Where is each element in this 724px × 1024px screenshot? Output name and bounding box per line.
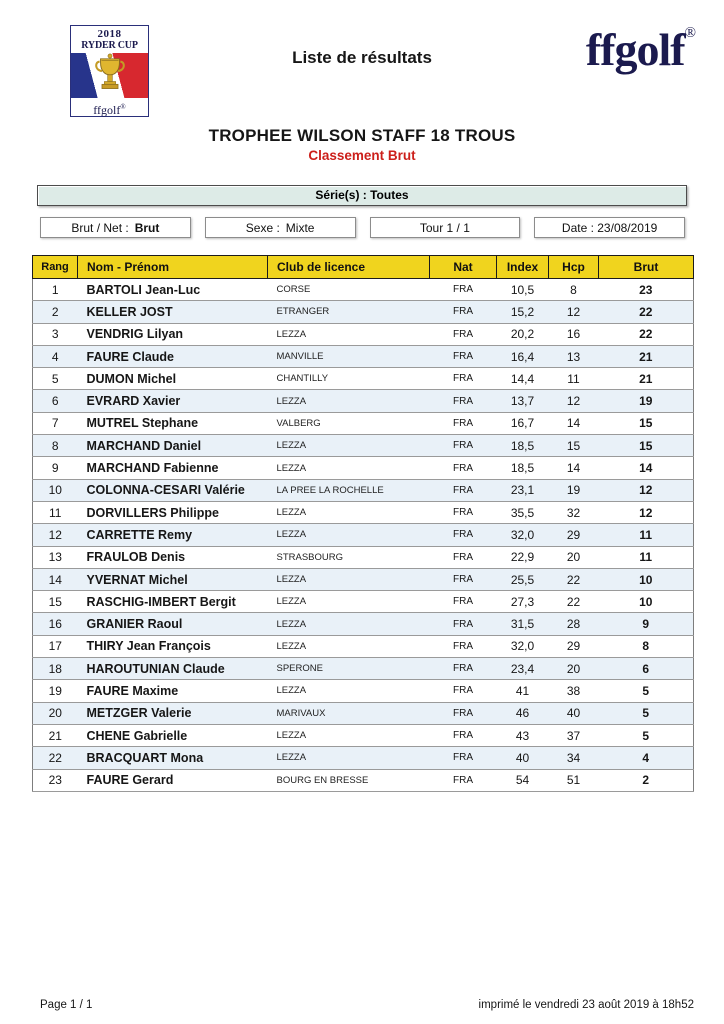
filter-tour-label: Tour 1 / 1 xyxy=(419,220,470,235)
cell-index: 16,7 xyxy=(497,412,549,434)
cell-rank: 12 xyxy=(33,524,78,546)
cell-rank: 18 xyxy=(33,658,78,680)
cell-brut: 19 xyxy=(599,390,694,412)
cell-club: LEZZA xyxy=(268,724,430,746)
cell-index: 31,5 xyxy=(497,613,549,635)
cell-club: STRASBOURG xyxy=(268,546,430,568)
cell-rank: 4 xyxy=(33,345,78,367)
cell-rank: 6 xyxy=(33,390,78,412)
filter-date-label: Date : 23/08/2019 xyxy=(561,220,658,235)
cell-hcp: 14 xyxy=(549,457,599,479)
table-row xyxy=(33,479,694,501)
cell-rank: 20 xyxy=(33,702,78,724)
cell-hcp: 12 xyxy=(549,301,599,323)
cell-nat: FRA xyxy=(430,613,497,635)
cell-hcp: 8 xyxy=(549,279,599,301)
column-header-hcp: Hcp xyxy=(549,256,599,279)
cell-club: LEZZA xyxy=(268,680,430,702)
cell-brut: 12 xyxy=(599,479,694,501)
cell-rank: 10 xyxy=(33,479,78,501)
table-row xyxy=(33,279,694,301)
rooster-registered-icon: ® xyxy=(684,25,696,41)
logo-brand xyxy=(71,98,148,116)
cell-club: LA PREE LA ROCHELLE xyxy=(268,479,430,501)
page-number: Page 1 / 1 xyxy=(40,999,93,1011)
printed-timestamp: imprimé le vendredi 23 août 2019 à 18h52 xyxy=(478,999,694,1011)
table-row xyxy=(33,769,694,791)
cell-name: CARRETTE Remy xyxy=(78,524,268,546)
cell-name: CHENE Gabrielle xyxy=(78,724,268,746)
cell-index: 43 xyxy=(497,724,549,746)
cell-nat: FRA xyxy=(430,368,497,390)
cell-index: 54 xyxy=(497,769,549,791)
cell-nat: FRA xyxy=(430,635,497,657)
cell-club: LEZZA xyxy=(268,435,430,457)
cell-rank: 22 xyxy=(33,747,78,769)
cell-hcp: 22 xyxy=(549,568,599,590)
column-header-nat: Nat xyxy=(430,256,497,279)
cell-index: 41 xyxy=(497,680,549,702)
results-table xyxy=(32,255,694,792)
cell-club: LEZZA xyxy=(268,568,430,590)
results-table-header-row xyxy=(33,256,694,279)
cell-brut: 8 xyxy=(599,635,694,657)
document-title: Liste de résultats xyxy=(292,48,432,67)
cell-club: LEZZA xyxy=(268,613,430,635)
ryder-cup-logo xyxy=(70,25,149,117)
table-row xyxy=(33,568,694,590)
cell-rank: 13 xyxy=(33,546,78,568)
cell-hcp: 11 xyxy=(549,368,599,390)
column-header-index: Index xyxy=(497,256,549,279)
logo-brand-text: ffgolf xyxy=(93,103,121,118)
cell-hcp: 15 xyxy=(549,435,599,457)
cell-nat: FRA xyxy=(430,345,497,367)
cell-nat: FRA xyxy=(430,390,497,412)
cell-nat: FRA xyxy=(430,457,497,479)
cell-hcp: 16 xyxy=(549,323,599,345)
cell-name: EVRARD Xavier xyxy=(78,390,268,412)
cell-nat: FRA xyxy=(430,546,497,568)
cell-index: 22,9 xyxy=(497,546,549,568)
cell-name: GRANIER Raoul xyxy=(78,613,268,635)
cell-rank: 2 xyxy=(33,301,78,323)
cell-nat: FRA xyxy=(430,524,497,546)
cell-hcp: 13 xyxy=(549,345,599,367)
cell-rank: 16 xyxy=(33,613,78,635)
table-row xyxy=(33,345,694,367)
ffgolf-wordmark-text: ffgolf xyxy=(585,24,685,75)
cell-nat: FRA xyxy=(430,479,497,501)
cell-nat: FRA xyxy=(430,501,497,523)
tournament-title: TROPHEE WILSON STAFF 18 TROUS xyxy=(208,126,516,145)
table-row xyxy=(33,724,694,746)
cell-club: CHANTILLY xyxy=(268,368,430,390)
cell-nat: FRA xyxy=(430,747,497,769)
cell-index: 10,5 xyxy=(497,279,549,301)
cell-hcp: 19 xyxy=(549,479,599,501)
cell-brut: 15 xyxy=(599,435,694,457)
cell-nat: FRA xyxy=(430,279,497,301)
cell-nat: FRA xyxy=(430,702,497,724)
cell-brut: 11 xyxy=(599,524,694,546)
table-row xyxy=(33,702,694,724)
cell-brut: 6 xyxy=(599,658,694,680)
cell-brut: 21 xyxy=(599,345,694,367)
cell-name: FRAULOB Denis xyxy=(78,546,268,568)
cell-index: 18,5 xyxy=(497,435,549,457)
cell-nat: FRA xyxy=(430,568,497,590)
table-row xyxy=(33,524,694,546)
cell-hcp: 28 xyxy=(549,613,599,635)
cell-name: HAROUTUNIAN Claude xyxy=(78,658,268,680)
cell-rank: 23 xyxy=(33,769,78,791)
cell-name: DORVILLERS Philippe xyxy=(78,501,268,523)
registered-mark-icon: ® xyxy=(120,103,126,112)
cell-rank: 9 xyxy=(33,457,78,479)
table-row xyxy=(33,658,694,680)
cell-index: 27,3 xyxy=(497,591,549,613)
cell-nat: FRA xyxy=(430,680,497,702)
cell-brut: 10 xyxy=(599,568,694,590)
cell-index: 23,4 xyxy=(497,658,549,680)
cell-hcp: 29 xyxy=(549,635,599,657)
cell-club: MARIVAUX xyxy=(268,702,430,724)
cell-name: VENDRIG Lilyan xyxy=(78,323,268,345)
cell-index: 13,7 xyxy=(497,390,549,412)
cell-name: MARCHAND Fabienne xyxy=(78,457,268,479)
column-header-nom: Nom - Prénom xyxy=(78,256,268,279)
series-bar: Série(s) : Toutes xyxy=(37,185,687,206)
cell-rank: 17 xyxy=(33,635,78,657)
cell-index: 46 xyxy=(497,702,549,724)
cell-club: LEZZA xyxy=(268,591,430,613)
cell-club: LEZZA xyxy=(268,524,430,546)
cell-nat: FRA xyxy=(430,658,497,680)
cell-index: 40 xyxy=(497,747,549,769)
page-footer xyxy=(40,999,694,1011)
cell-index: 32,0 xyxy=(497,524,549,546)
table-row xyxy=(33,747,694,769)
cell-hcp: 12 xyxy=(549,390,599,412)
cell-nat: FRA xyxy=(430,412,497,434)
cell-brut: 22 xyxy=(599,301,694,323)
cell-nat: FRA xyxy=(430,724,497,746)
cell-name: FAURE Maxime xyxy=(78,680,268,702)
cell-brut: 2 xyxy=(599,769,694,791)
cell-name: COLONNA-CESARI Valérie xyxy=(78,479,268,501)
cell-index: 32,0 xyxy=(497,635,549,657)
cell-club: LEZZA xyxy=(268,323,430,345)
cell-brut: 5 xyxy=(599,680,694,702)
table-row xyxy=(33,323,694,345)
cell-name: KELLER JOST xyxy=(78,301,268,323)
cell-club: MANVILLE xyxy=(268,345,430,367)
cell-index: 18,5 xyxy=(497,457,549,479)
cell-index: 20,2 xyxy=(497,323,549,345)
cell-name: THIRY Jean François xyxy=(78,635,268,657)
table-row xyxy=(33,412,694,434)
cell-hcp: 14 xyxy=(549,412,599,434)
table-row xyxy=(33,368,694,390)
cell-rank: 21 xyxy=(33,724,78,746)
cell-brut: 21 xyxy=(599,368,694,390)
table-row xyxy=(33,680,694,702)
cell-hcp: 22 xyxy=(549,591,599,613)
table-row xyxy=(33,435,694,457)
cell-brut: 9 xyxy=(599,613,694,635)
filter-date xyxy=(534,217,685,238)
cell-hcp: 51 xyxy=(549,769,599,791)
cell-name: FAURE Claude xyxy=(78,345,268,367)
cell-name: DUMON Michel xyxy=(78,368,268,390)
cell-nat: FRA xyxy=(430,435,497,457)
cell-nat: FRA xyxy=(430,323,497,345)
filter-brut-net xyxy=(40,217,191,238)
cell-club: BOURG EN BRESSE xyxy=(268,769,430,791)
filter-brut-net-label: Brut / Net : xyxy=(71,220,129,235)
cell-name: METZGER Valerie xyxy=(78,702,268,724)
cell-brut: 12 xyxy=(599,501,694,523)
table-row xyxy=(33,635,694,657)
cell-brut: 4 xyxy=(599,747,694,769)
cell-hcp: 29 xyxy=(549,524,599,546)
cell-club: VALBERG xyxy=(268,412,430,434)
cell-brut: 11 xyxy=(599,546,694,568)
cell-hcp: 40 xyxy=(549,702,599,724)
cell-name: BARTOLI Jean-Luc xyxy=(78,279,268,301)
cell-rank: 11 xyxy=(33,501,78,523)
filter-sexe-value: Mixte xyxy=(285,220,315,235)
cell-brut: 22 xyxy=(599,323,694,345)
cell-index: 14,4 xyxy=(497,368,549,390)
cell-name: YVERNAT Michel xyxy=(78,568,268,590)
cell-rank: 19 xyxy=(33,680,78,702)
cell-name: RASCHIG-IMBERT Bergit xyxy=(78,591,268,613)
table-row xyxy=(33,613,694,635)
cell-club: LEZZA xyxy=(268,635,430,657)
cell-club: LEZZA xyxy=(268,747,430,769)
results-table-body xyxy=(33,279,694,792)
cell-index: 15,2 xyxy=(497,301,549,323)
table-row xyxy=(33,390,694,412)
cell-hcp: 20 xyxy=(549,546,599,568)
ffgolf-wordmark xyxy=(586,26,696,73)
table-row xyxy=(33,301,694,323)
cell-rank: 5 xyxy=(33,368,78,390)
cell-name: MARCHAND Daniel xyxy=(78,435,268,457)
table-row xyxy=(33,546,694,568)
filter-brut-net-value: Brut xyxy=(134,220,160,235)
cell-brut: 10 xyxy=(599,591,694,613)
ranking-type-label: Classement Brut xyxy=(308,148,416,163)
column-header-brut: Brut xyxy=(599,256,694,279)
cell-brut: 15 xyxy=(599,412,694,434)
cell-hcp: 34 xyxy=(549,747,599,769)
cell-hcp: 38 xyxy=(549,680,599,702)
cell-brut: 14 xyxy=(599,457,694,479)
cell-hcp: 20 xyxy=(549,658,599,680)
cell-hcp: 32 xyxy=(549,501,599,523)
filter-sexe-label: Sexe : xyxy=(245,220,280,235)
cell-club: CORSE xyxy=(268,279,430,301)
cell-name: BRACQUART Mona xyxy=(78,747,268,769)
cell-club: LEZZA xyxy=(268,390,430,412)
logo-year: 2018 xyxy=(97,28,122,40)
filter-tour xyxy=(370,217,521,238)
cell-index: 16,4 xyxy=(497,345,549,367)
cell-club: ETRANGER xyxy=(268,301,430,323)
cell-index: 25,5 xyxy=(497,568,549,590)
cell-nat: FRA xyxy=(430,769,497,791)
cell-nat: FRA xyxy=(430,301,497,323)
cell-name: FAURE Gerard xyxy=(78,769,268,791)
logo-event-name: RYDER CUP xyxy=(81,39,138,51)
table-row xyxy=(33,457,694,479)
cell-hcp: 37 xyxy=(549,724,599,746)
cell-index: 23,1 xyxy=(497,479,549,501)
cell-index: 35,5 xyxy=(497,501,549,523)
cell-nat: FRA xyxy=(430,591,497,613)
cell-club: LEZZA xyxy=(268,457,430,479)
cell-brut: 5 xyxy=(599,702,694,724)
cell-name: MUTREL Stephane xyxy=(78,412,268,434)
filter-sexe xyxy=(205,217,356,238)
column-header-rang: Rang xyxy=(33,256,78,279)
cell-rank: 8 xyxy=(33,435,78,457)
cell-rank: 1 xyxy=(33,279,78,301)
cell-rank: 7 xyxy=(33,412,78,434)
filter-row xyxy=(40,217,685,238)
results-table-container xyxy=(32,255,693,792)
cell-club: LEZZA xyxy=(268,501,430,523)
cell-brut: 5 xyxy=(599,724,694,746)
cell-rank: 3 xyxy=(33,323,78,345)
cell-club: SPERONE xyxy=(268,658,430,680)
cell-rank: 15 xyxy=(33,591,78,613)
table-row xyxy=(33,591,694,613)
cell-brut: 23 xyxy=(599,279,694,301)
cell-rank: 14 xyxy=(33,568,78,590)
column-header-club: Club de licence xyxy=(268,256,430,279)
table-row xyxy=(33,501,694,523)
